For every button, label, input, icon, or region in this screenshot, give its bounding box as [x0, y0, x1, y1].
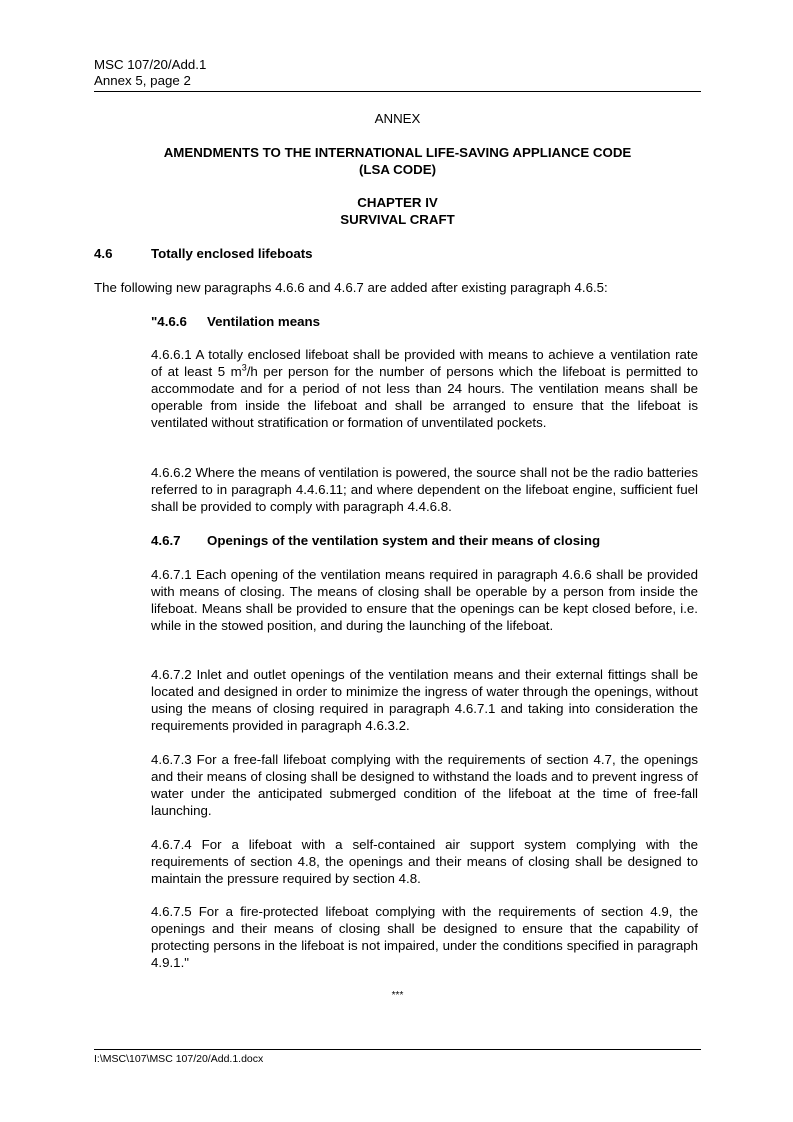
document-header: [94, 57, 206, 89]
paragraph-4-6-7-4: 4.6.7.4 For a lifeboat with a self-contained air support system complying with the requirements of section 4.8, the openings and their means of closing shall be designed to maintain the pressure required by section 4.8.: [151, 837, 698, 886]
paragraph-4-6-7-3: 4.6.7.3 For a free-fall lifeboat complying with the requirements of section 4.7, the openings and their means of closing shall be designed to withstand the loads and to prevent ingress of water under the anticipated submerged condition of the lifeboat at the time of free-fall launching.: [151, 752, 698, 818]
end-of-document-mark: ***: [391, 990, 404, 1001]
footer-divider: [94, 1049, 701, 1050]
subsection-number-4-6-6: "4.6.6: [151, 314, 187, 329]
section-number: 4.6: [94, 246, 113, 261]
document-reference: MSC 107/20/Add.1: [94, 57, 207, 72]
section-title: Totally enclosed lifeboats: [151, 246, 313, 261]
page-reference: Annex 5, page 2: [94, 73, 191, 88]
document-page: [94, 0, 701, 1122]
paragraph-4-6-6-2: 4.6.6.2 Where the means of ventilation is powered, the source shall not be the radio batteries referred to in paragraph 4.4.6.11; and where dependent on the lifeboat engine, sufficient fuel shall be provided to comply with paragraph 4.4.6.8.: [151, 465, 698, 514]
intro-paragraph: The following new paragraphs 4.6.6 and 4.6.7 are added after existing paragraph 4.6.5:: [94, 280, 608, 295]
paragraph-4-6-7-2: 4.6.7.2 Inlet and outlet openings of the ventilation means and their external fittings shall be located and designed in order to minimize the ingress of water through the openings, without using the means of closing required in paragraph 4.6.7.1 and taking into consideration the requirements provided in paragraph 4.6.3.2.: [151, 667, 698, 733]
paragraph-4-6-7-5: 4.6.7.5 For a fire-protected lifeboat complying with the requirements of section 4.9, the openings and their means of closing shall be designed to ensure that the capability of protecting persons in the lifeboat is not impaired, under the conditions specified in paragraph 4.9.1.": [151, 904, 698, 970]
paragraph-4-6-7-1: 4.6.7.1 Each opening of the ventilation means required in paragraph 4.6.6 shall be provided with means of closing. The means of closing shall be operable by a person from inside the lifeboat. Means shall be provided to ensure that the openings can be kept closed before, i.e. while in the stowed position, and during the launching of the lifeboat.: [151, 567, 698, 633]
document-title-line-1: AMENDMENTS TO THE INTERNATIONAL LIFE-SAVING APPLIANCE CODE: [163, 145, 632, 160]
header-divider: [94, 91, 701, 92]
document-title-line-2: (LSA CODE): [358, 162, 437, 177]
chapter-title: SURVIVAL CRAFT: [340, 212, 455, 227]
footer-file-path: I:\MSC\107\MSC 107/20/Add.1.docx: [94, 1053, 264, 1065]
superscript-cubed: 3: [241, 362, 247, 373]
subsection-title-openings: Openings of the ventilation system and their means of closing: [207, 533, 601, 548]
subsection-title-ventilation: Ventilation means: [207, 314, 321, 329]
paragraph-4-6-6-1-start: 4.6.6.1 A totally enclosed lifeboat shall be provided with means to achieve a ventilation rate of at least 5 m: [151, 347, 698, 379]
paragraph-4-6-6-1-end: /h per person for the number of persons which the lifeboat is permitted to accommodate and for a period of not less than 24 hours. The ventilation means shall be operable from inside the lifeboat and shall be arranged to ensure that the lifeboat is ventilated without stratification or formation of unventilated pockets.: [151, 364, 699, 430]
annex-label: ANNEX: [374, 111, 421, 126]
chapter-number: CHAPTER IV: [357, 195, 438, 210]
subsection-number-4-6-7: 4.6.7: [151, 533, 181, 548]
paragraph-4-6-6-1: [151, 346, 698, 431]
